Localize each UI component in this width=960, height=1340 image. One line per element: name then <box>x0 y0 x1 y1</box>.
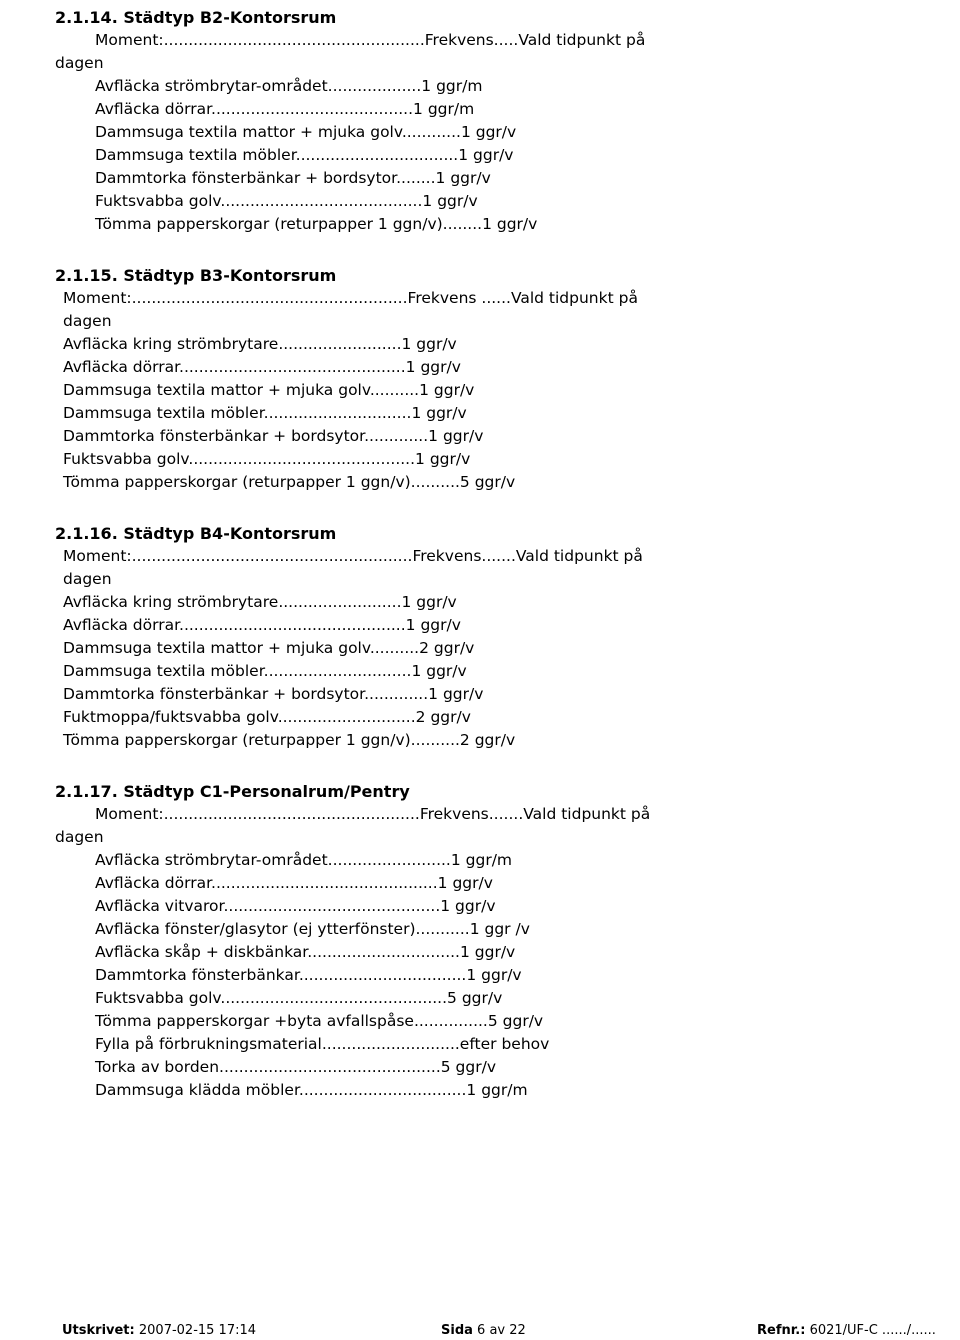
section-c1-personalrum-pentry <box>55 780 935 1102</box>
moment-header-wrap: dagen <box>55 828 104 846</box>
moment-header-wrap: dagen <box>55 54 104 72</box>
task-row: Dammsuga textila möbler..............................1 ggr/v <box>63 404 467 422</box>
reference-number <box>757 1322 936 1340</box>
printed-date <box>62 1322 256 1340</box>
task-row: Avfläcka vitvaror............................................1 ggr/v <box>95 897 496 915</box>
task-row: Avfläcka dörrar..............................................1 ggr/v <box>95 874 493 892</box>
task-row: Dammtorka fönsterbänkar..................................1 ggr/v <box>95 966 522 984</box>
moment-header: Moment:........................................................Frekvens ......Vald tidpunkt på <box>63 289 638 307</box>
task-row: Dammsuga textila möbler.................................1 ggr/v <box>95 146 514 164</box>
moment-header-wrap: dagen <box>63 312 112 330</box>
task-row: Avfläcka dörrar.........................................1 ggr/m <box>95 100 475 118</box>
task-row: Avfläcka skåp + diskbänkar...............................1 ggr/v <box>95 943 516 961</box>
task-row: Dammsuga textila mattor + mjuka golv............1 ggr/v <box>95 123 517 141</box>
task-row: Fuktmoppa/fuktsvabba golv............................2 ggr/v <box>63 708 471 726</box>
task-row: Fuktsvabba golv.........................................1 ggr/v <box>95 192 478 210</box>
task-row: Dammsuga textila möbler..............................1 ggr/v <box>63 662 467 680</box>
task-row: Dammtorka fönsterbänkar + bordsytor........1 ggr/v <box>95 169 491 187</box>
page-number <box>441 1322 526 1340</box>
task-row: Dammsuga klädda möbler..................................1 ggr/m <box>95 1081 528 1099</box>
task-row: Tömma papperskorgar (returpapper 1 ggn/v)..........2 ggr/v <box>63 731 516 749</box>
moment-header: Moment:.........................................................Frekvens.......Vald tidpunkt på <box>63 547 643 565</box>
task-row: Tömma papperskorgar +byta avfallspåse...............5 ggr/v <box>95 1012 544 1030</box>
ref-label: Refnr.: <box>757 1323 806 1338</box>
ref-value: 6021/UF-C ....../...... <box>809 1323 936 1338</box>
moment-header: Moment:....................................................Frekvens.......Vald tidpunkt på <box>95 805 651 823</box>
section-heading: 2.1.15. Städtyp B3-Kontorsrum <box>55 266 337 285</box>
task-row: Tömma papperskorgar (returpapper 1 ggn/v)........1 ggr/v <box>95 215 538 233</box>
page-footer <box>0 1322 960 1340</box>
section-b2-kontorsrum <box>55 6 935 236</box>
task-row: Avfläcka kring strömbrytare.........................1 ggr/v <box>63 335 457 353</box>
task-row: Dammtorka fönsterbänkar + bordsytor.............1 ggr/v <box>63 427 484 445</box>
task-row: Avfläcka strömbrytar-området...................1 ggr/m <box>95 77 483 95</box>
moment-header: Moment:.....................................................Frekvens.....Vald tidpunkt på <box>95 31 646 49</box>
section-heading: 2.1.17. Städtyp C1-Personalrum/Pentry <box>55 782 410 801</box>
moment-header-wrap: dagen <box>63 570 112 588</box>
task-row: Avfläcka strömbrytar-området.........................1 ggr/m <box>95 851 513 869</box>
section-heading: 2.1.14. Städtyp B2-Kontorsrum <box>55 8 337 27</box>
section-heading: 2.1.16. Städtyp B4-Kontorsrum <box>55 524 337 543</box>
task-row: Avfläcka dörrar..............................................1 ggr/v <box>63 616 461 634</box>
printed-label: Utskrivet: <box>62 1323 135 1338</box>
task-row: Torka av borden.............................................5 ggr/v <box>95 1058 496 1076</box>
task-row: Fuktsvabba golv..............................................1 ggr/v <box>63 450 471 468</box>
task-row: Dammsuga textila mattor + mjuka golv..........1 ggr/v <box>63 381 475 399</box>
page-value: 6 av 22 <box>477 1323 526 1338</box>
task-row: Avfläcka dörrar..............................................1 ggr/v <box>63 358 461 376</box>
task-row: Dammtorka fönsterbänkar + bordsytor.............1 ggr/v <box>63 685 484 703</box>
section-b4-kontorsrum <box>55 522 935 752</box>
task-row: Dammsuga textila mattor + mjuka golv..........2 ggr/v <box>63 639 475 657</box>
task-row: Fylla på förbrukningsmaterial............................efter behov <box>95 1035 550 1053</box>
printed-value: 2007-02-15 17:14 <box>138 1323 257 1338</box>
task-row: Avfläcka kring strömbrytare.........................1 ggr/v <box>63 593 457 611</box>
page-label: Sida <box>441 1323 473 1338</box>
section-b3-kontorsrum <box>55 264 935 494</box>
task-row: Tömma papperskorgar (returpapper 1 ggn/v)..........5 ggr/v <box>63 473 516 491</box>
task-row: Fuktsvabba golv..............................................5 ggr/v <box>95 989 503 1007</box>
task-row: Avfläcka fönster/glasytor (ej ytterfönster)...........1 ggr /v <box>95 920 530 938</box>
